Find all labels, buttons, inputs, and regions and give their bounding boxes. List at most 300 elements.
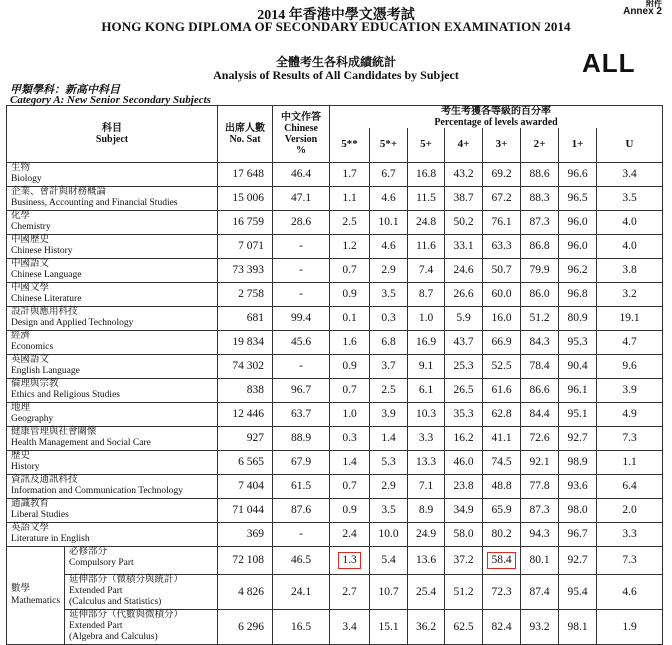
subject-header-zh: 科目 (102, 122, 122, 134)
level-percentage-cell: 96.6 (559, 162, 597, 186)
math-part-zh: 延伸部分（代數與微積分） (69, 609, 184, 620)
level-percentage-cell: 80.2 (483, 522, 521, 546)
level-header-0: 5** (330, 128, 370, 162)
subject-name-zh: 中國歷史 (11, 234, 50, 245)
table-row (7, 450, 663, 474)
level-percentage-cell: 96.7 (559, 522, 597, 546)
level-percentage-cell: 1.4 (370, 426, 408, 450)
level-percentage-cell: 7.3 (597, 546, 663, 574)
math-part-zh: 必修部分 (69, 546, 108, 557)
level-percentage-cell: 3.5 (370, 282, 408, 306)
no-sat-cell: 4 826 (218, 574, 273, 609)
subject-header (7, 106, 218, 163)
level-percentage-cell: 0.7 (330, 258, 370, 282)
level-percentage-cell: 67.2 (483, 186, 521, 210)
level-percentage-cell: 25.3 (445, 354, 483, 378)
level-percentage-cell: 2.9 (370, 474, 408, 498)
no-sat-cell: 12 446 (218, 402, 273, 426)
level-percentage-cell: 1.7 (330, 162, 370, 186)
subject-name-cell (7, 498, 218, 522)
level-percentage-cell: 92.7 (559, 546, 597, 574)
table-row (7, 609, 663, 644)
level-percentage-cell: 0.9 (330, 354, 370, 378)
level-header-4: 3+ (483, 128, 521, 162)
annex-label-en: Annex 2 (623, 6, 662, 17)
level-percentage-cell: 10.0 (370, 522, 408, 546)
level-percentage-cell: 92.7 (559, 426, 597, 450)
level-percentage-cell: 26.6 (445, 282, 483, 306)
level-percentage-cell: 82.4 (483, 609, 521, 644)
level-percentage-cell: 58.0 (445, 522, 483, 546)
chinese-version-cell: 96.7 (273, 378, 330, 402)
subject-name-zh: 健康管理與社會關懷 (11, 426, 97, 437)
math-part-name-cell (65, 609, 218, 644)
report-title-en: Analysis of Results of All Candidates by Subject (213, 68, 459, 82)
math-subject-zh: 數學 (11, 584, 31, 594)
level-percentage-cell: 62.5 (445, 609, 483, 644)
level-percentage-cell (330, 546, 370, 574)
no-sat-cell: 7 071 (218, 234, 273, 258)
level-percentage-cell: 76.1 (483, 210, 521, 234)
table-row (7, 258, 663, 282)
no-sat-cell: 15 006 (218, 186, 273, 210)
chinese-version-cell: 46.5 (273, 546, 330, 574)
table-row (7, 426, 663, 450)
level-percentage-cell: 3.9 (370, 402, 408, 426)
level-percentage-cell: 1.2 (330, 234, 370, 258)
level-percentage-cell: 65.9 (483, 498, 521, 522)
level-percentage-cell: 87.3 (521, 210, 559, 234)
level-percentage-cell: 16.2 (445, 426, 483, 450)
table-row (7, 474, 663, 498)
subject-name-zh: 英國語文 (11, 354, 50, 365)
table-row (7, 186, 663, 210)
math-part-en-detail: (Algebra and Calculus) (69, 631, 158, 642)
level-percentage-cell: 24.8 (408, 210, 445, 234)
level-header-6: 1+ (559, 128, 597, 162)
level-percentage-cell: 2.0 (597, 498, 663, 522)
subject-name-zh: 經濟 (11, 330, 31, 341)
results-table (6, 105, 663, 645)
level-percentage-cell: 4.6 (370, 234, 408, 258)
level-percentage-cell: 37.2 (445, 546, 483, 574)
chinese-version-cell: - (273, 234, 330, 258)
level-percentage-cell: 72.6 (521, 426, 559, 450)
level-percentage-cell: 66.9 (483, 330, 521, 354)
percentage-header (330, 106, 663, 129)
level-percentage-cell: 1.0 (330, 402, 370, 426)
no-sat-cell: 6 565 (218, 450, 273, 474)
subject-name-en: Biology (11, 173, 42, 184)
level-percentage-cell: 3.2 (597, 282, 663, 306)
table-row (7, 378, 663, 402)
table-row (7, 522, 663, 546)
level-percentage-cell: 0.3 (370, 306, 408, 330)
chinese-version-cell: 46.4 (273, 162, 330, 186)
chinese-version-cell: 24.1 (273, 574, 330, 609)
highlighted-value: 58.4 (487, 552, 515, 569)
subject-name-zh: 資訊及通訊科技 (11, 474, 78, 485)
subject-header-en: Subject (95, 133, 129, 145)
subject-name-en: Literature in English (11, 533, 90, 544)
subject-name-cell (7, 282, 218, 306)
scope-label: ALL (582, 48, 636, 78)
subject-name-en: Geography (11, 413, 54, 424)
level-percentage-cell: 34.9 (445, 498, 483, 522)
level-percentage-cell: 7.3 (597, 426, 663, 450)
subject-name-en: Health Management and Social Care (11, 437, 151, 448)
level-percentage-cell: 7.4 (408, 258, 445, 282)
subject-name-en: Ethics and Religious Studies (11, 389, 120, 400)
chinese-version-cell: 28.6 (273, 210, 330, 234)
math-subject-cell (7, 546, 65, 644)
level-header-1: 5*+ (370, 128, 408, 162)
chinese-version-cell: - (273, 282, 330, 306)
level-percentage-cell: 88.6 (521, 162, 559, 186)
level-percentage-cell: 9.6 (597, 354, 663, 378)
subject-name-cell (7, 354, 218, 378)
subject-name-zh: 地理 (11, 402, 31, 413)
no-sat-cell: 71 044 (218, 498, 273, 522)
subject-name-zh: 設計與應用科技 (11, 306, 78, 317)
level-percentage-cell: 16.8 (408, 162, 445, 186)
level-percentage-cell: 4.0 (597, 210, 663, 234)
level-percentage-cell: 43.2 (445, 162, 483, 186)
no-sat-cell: 74 302 (218, 354, 273, 378)
no-sat-cell: 16 759 (218, 210, 273, 234)
level-percentage-cell: 4.7 (597, 330, 663, 354)
level-percentage-cell: 0.9 (330, 282, 370, 306)
level-percentage-cell: 41.1 (483, 426, 521, 450)
no-sat-cell: 72 108 (218, 546, 273, 574)
level-percentage-cell: 8.9 (408, 498, 445, 522)
no-sat-cell: 838 (218, 378, 273, 402)
chinese-version-cell: 16.5 (273, 609, 330, 644)
level-percentage-cell: 5.4 (370, 546, 408, 574)
level-percentage-cell: 24.6 (445, 258, 483, 282)
level-percentage-cell: 87.4 (521, 574, 559, 609)
level-percentage-cell: 2.9 (370, 258, 408, 282)
level-percentage-cell: 98.1 (559, 609, 597, 644)
chinese-version-header-en: Chinese Version (284, 122, 318, 145)
level-percentage-cell: 16.0 (483, 306, 521, 330)
subject-name-zh: 歷史 (11, 450, 31, 461)
exam-title-en: HONG KONG DIPLOMA OF SECONDARY EDUCATION EXAMINATION 2014 (101, 19, 571, 34)
percentage-header-zh: 考生考獲各等級的百分率 (441, 106, 552, 117)
level-percentage-cell: 50.2 (445, 210, 483, 234)
subject-name-cell (7, 162, 218, 186)
level-percentage-cell: 6.7 (370, 162, 408, 186)
subject-name-en: Chinese Literature (11, 293, 82, 304)
subject-name-cell (7, 210, 218, 234)
level-percentage-cell: 10.3 (408, 402, 445, 426)
level-header-2: 5+ (408, 128, 445, 162)
no-sat-cell: 19 834 (218, 330, 273, 354)
results-body (7, 162, 663, 644)
math-part-en: Compulsory Part (69, 557, 134, 568)
level-percentage-cell: 93.6 (559, 474, 597, 498)
level-percentage-cell: 5.9 (445, 306, 483, 330)
level-percentage-cell: 69.2 (483, 162, 521, 186)
subject-name-cell (7, 186, 218, 210)
chinese-version-cell: 99.4 (273, 306, 330, 330)
subject-name-zh: 中國文學 (11, 282, 50, 293)
no-sat-cell: 927 (218, 426, 273, 450)
level-percentage-cell: 50.7 (483, 258, 521, 282)
level-percentage-cell: 98.9 (559, 450, 597, 474)
level-percentage-cell: 5.3 (370, 450, 408, 474)
subject-name-cell (7, 378, 218, 402)
subject-name-zh: 化學 (11, 210, 31, 221)
subject-name-en: Chinese History (11, 245, 73, 256)
math-part-en-detail: (Calculus and Statistics) (69, 596, 162, 607)
level-percentage-cell: 19.1 (597, 306, 663, 330)
results-table-container (6, 105, 662, 642)
level-percentage-cell: 51.2 (445, 574, 483, 609)
level-percentage-cell: 0.3 (330, 426, 370, 450)
percentage-header-en: Percentage of levels awarded (434, 117, 558, 128)
level-percentage-cell: 95.1 (559, 402, 597, 426)
table-row (7, 354, 663, 378)
level-percentage-cell: 0.1 (330, 306, 370, 330)
subject-name-en: Economics (11, 341, 54, 352)
level-percentage-cell: 90.4 (559, 354, 597, 378)
chinese-version-header (273, 106, 330, 163)
subject-name-cell (7, 258, 218, 282)
level-percentage-cell: 0.7 (330, 474, 370, 498)
level-percentage-cell: 11.5 (408, 186, 445, 210)
level-percentage-cell: 74.5 (483, 450, 521, 474)
level-percentage-cell: 84.4 (521, 402, 559, 426)
level-percentage-cell: 4.6 (370, 186, 408, 210)
level-percentage-cell: 3.5 (370, 498, 408, 522)
level-percentage-cell: 24.9 (408, 522, 445, 546)
level-percentage-cell: 25.4 (408, 574, 445, 609)
level-percentage-cell: 33.1 (445, 234, 483, 258)
level-percentage-cell: 16.9 (408, 330, 445, 354)
level-percentage-cell: 43.7 (445, 330, 483, 354)
no-sat-cell: 369 (218, 522, 273, 546)
chinese-version-header-zh: 中文作答 (281, 111, 322, 123)
no-sat-cell: 7 404 (218, 474, 273, 498)
chinese-version-cell: - (273, 258, 330, 282)
level-percentage-cell: 38.7 (445, 186, 483, 210)
level-percentage-cell: 72.3 (483, 574, 521, 609)
level-percentage-cell: 3.7 (370, 354, 408, 378)
chinese-version-cell: 63.7 (273, 402, 330, 426)
level-percentage-cell: 3.9 (597, 378, 663, 402)
subject-name-zh: 企業、會計與財務概論 (11, 186, 107, 197)
level-percentage-cell: 86.0 (521, 282, 559, 306)
subject-name-en: Information and Communication Technology (11, 485, 183, 496)
level-percentage-cell: 48.8 (483, 474, 521, 498)
math-part-name-cell (65, 574, 218, 609)
no-sat-header-zh: 出席人數 (225, 122, 266, 134)
level-percentage-cell: 26.5 (445, 378, 483, 402)
level-percentage-cell (483, 546, 521, 574)
chinese-version-cell: 47.1 (273, 186, 330, 210)
table-row (7, 210, 663, 234)
level-percentage-cell: 2.5 (370, 378, 408, 402)
subject-name-en: History (11, 461, 40, 472)
chinese-version-cell: 88.9 (273, 426, 330, 450)
level-percentage-cell: 96.5 (559, 186, 597, 210)
level-header-7: U (597, 128, 663, 162)
subject-name-en: Liberal Studies (11, 509, 69, 520)
level-percentage-cell: 2.5 (330, 210, 370, 234)
chinese-version-cell: 67.9 (273, 450, 330, 474)
level-percentage-cell: 3.3 (408, 426, 445, 450)
math-part-name-cell (65, 546, 218, 574)
level-percentage-cell: 7.1 (408, 474, 445, 498)
level-percentage-cell: 96.2 (559, 258, 597, 282)
chinese-version-cell: 61.5 (273, 474, 330, 498)
level-percentage-cell: 92.1 (521, 450, 559, 474)
level-percentage-cell: 6.4 (597, 474, 663, 498)
level-percentage-cell: 1.1 (597, 450, 663, 474)
no-sat-cell: 2 758 (218, 282, 273, 306)
level-percentage-cell: 1.0 (408, 306, 445, 330)
level-percentage-cell: 3.3 (597, 522, 663, 546)
chinese-version-cell: - (273, 354, 330, 378)
table-row (7, 282, 663, 306)
level-percentage-cell: 1.4 (330, 450, 370, 474)
math-part-zh: 延伸部分（微積分與統計） (69, 574, 184, 585)
subject-name-cell (7, 474, 218, 498)
level-percentage-cell: 96.0 (559, 234, 597, 258)
level-percentage-cell: 80.1 (521, 546, 559, 574)
level-percentage-cell: 87.3 (521, 498, 559, 522)
subject-name-zh: 倫理與宗教 (11, 378, 59, 389)
level-percentage-cell: 62.8 (483, 402, 521, 426)
level-percentage-cell: 93.2 (521, 609, 559, 644)
level-percentage-cell: 1.6 (330, 330, 370, 354)
subject-name-cell (7, 522, 218, 546)
level-percentage-cell: 86.8 (521, 234, 559, 258)
no-sat-cell: 73 393 (218, 258, 273, 282)
level-percentage-cell: 96.0 (559, 210, 597, 234)
level-percentage-cell: 2.7 (330, 574, 370, 609)
level-percentage-cell: 86.6 (521, 378, 559, 402)
table-row (7, 162, 663, 186)
level-percentage-cell: 77.8 (521, 474, 559, 498)
level-percentage-cell: 61.6 (483, 378, 521, 402)
level-percentage-cell: 13.3 (408, 450, 445, 474)
level-percentage-cell: 52.5 (483, 354, 521, 378)
level-percentage-cell: 0.7 (330, 378, 370, 402)
subject-name-en: Chinese Language (11, 269, 82, 280)
subject-name-cell (7, 234, 218, 258)
category-title-en: Category A: New Senior Secondary Subjects (10, 94, 211, 106)
chinese-version-cell: 87.6 (273, 498, 330, 522)
subject-name-zh: 英語文學 (11, 522, 50, 533)
level-percentage-cell: 4.9 (597, 402, 663, 426)
level-percentage-cell: 95.4 (559, 574, 597, 609)
level-header-3: 4+ (445, 128, 483, 162)
level-percentage-cell: 79.9 (521, 258, 559, 282)
no-sat-header (218, 106, 273, 163)
level-percentage-cell: 15.1 (370, 609, 408, 644)
level-percentage-cell: 80.9 (559, 306, 597, 330)
level-header-5: 2+ (521, 128, 559, 162)
chinese-version-header-pct: % (296, 144, 307, 156)
level-percentage-cell: 35.3 (445, 402, 483, 426)
level-percentage-cell: 1.9 (597, 609, 663, 644)
level-percentage-cell: 51.2 (521, 306, 559, 330)
subject-name-cell (7, 450, 218, 474)
level-percentage-cell: 1.1 (330, 186, 370, 210)
level-percentage-cell: 6.8 (370, 330, 408, 354)
level-percentage-cell: 9.1 (408, 354, 445, 378)
level-percentage-cell: 4.0 (597, 234, 663, 258)
subject-name-zh: 生物 (11, 162, 31, 173)
subject-name-en: Chemistry (11, 221, 51, 232)
subject-name-cell (7, 426, 218, 450)
table-row (7, 402, 663, 426)
no-sat-cell: 681 (218, 306, 273, 330)
no-sat-cell: 17 648 (218, 162, 273, 186)
table-row (7, 234, 663, 258)
subject-name-zh: 中國語文 (11, 258, 50, 269)
subject-name-cell (7, 330, 218, 354)
exam-title-zh: 2014 年香港中學文憑考試 (257, 8, 415, 23)
level-percentage-cell: 94.3 (521, 522, 559, 546)
level-percentage-cell: 2.4 (330, 522, 370, 546)
highlighted-value: 1.3 (338, 552, 360, 569)
table-row (7, 546, 663, 574)
level-percentage-cell: 96.1 (559, 378, 597, 402)
subject-name-cell (7, 402, 218, 426)
no-sat-cell: 6 296 (218, 609, 273, 644)
table-row (7, 498, 663, 522)
level-percentage-cell: 3.4 (330, 609, 370, 644)
subject-name-cell (7, 306, 218, 330)
level-percentage-cell: 3.5 (597, 186, 663, 210)
table-row (7, 330, 663, 354)
category-title-zh: 甲類學科：新高中科目 (10, 84, 120, 96)
no-sat-header-en: No. Sat (229, 133, 261, 145)
level-percentage-cell: 60.0 (483, 282, 521, 306)
chinese-version-cell: 45.6 (273, 330, 330, 354)
subject-name-en: English Language (11, 365, 80, 376)
level-percentage-cell: 13.6 (408, 546, 445, 574)
level-percentage-cell: 11.6 (408, 234, 445, 258)
level-percentage-cell: 63.3 (483, 234, 521, 258)
table-row (7, 306, 663, 330)
subject-name-zh: 通識教育 (11, 498, 50, 509)
math-part-en: Extended Part (69, 620, 123, 631)
chinese-version-cell: - (273, 522, 330, 546)
level-percentage-cell: 3.4 (597, 162, 663, 186)
report-title-zh: 全體考生各科成績統計 (275, 55, 396, 69)
subject-name-en: Design and Applied Technology (11, 317, 134, 328)
subject-name-en: Business, Accounting and Financial Studies (11, 197, 178, 208)
level-percentage-cell: 23.8 (445, 474, 483, 498)
level-percentage-cell: 3.8 (597, 258, 663, 282)
level-percentage-cell: 6.1 (408, 378, 445, 402)
level-percentage-cell: 88.3 (521, 186, 559, 210)
level-percentage-cell: 78.4 (521, 354, 559, 378)
annex-label-zh: 附件 (646, 0, 662, 8)
level-percentage-cell: 10.7 (370, 574, 408, 609)
level-percentage-cell: 46.0 (445, 450, 483, 474)
level-percentage-cell: 96.8 (559, 282, 597, 306)
level-percentage-cell: 10.1 (370, 210, 408, 234)
math-subject-en: Mathematics (11, 596, 61, 606)
table-row (7, 574, 663, 609)
level-percentage-cell: 0.9 (330, 498, 370, 522)
math-part-en: Extended Part (69, 585, 123, 596)
